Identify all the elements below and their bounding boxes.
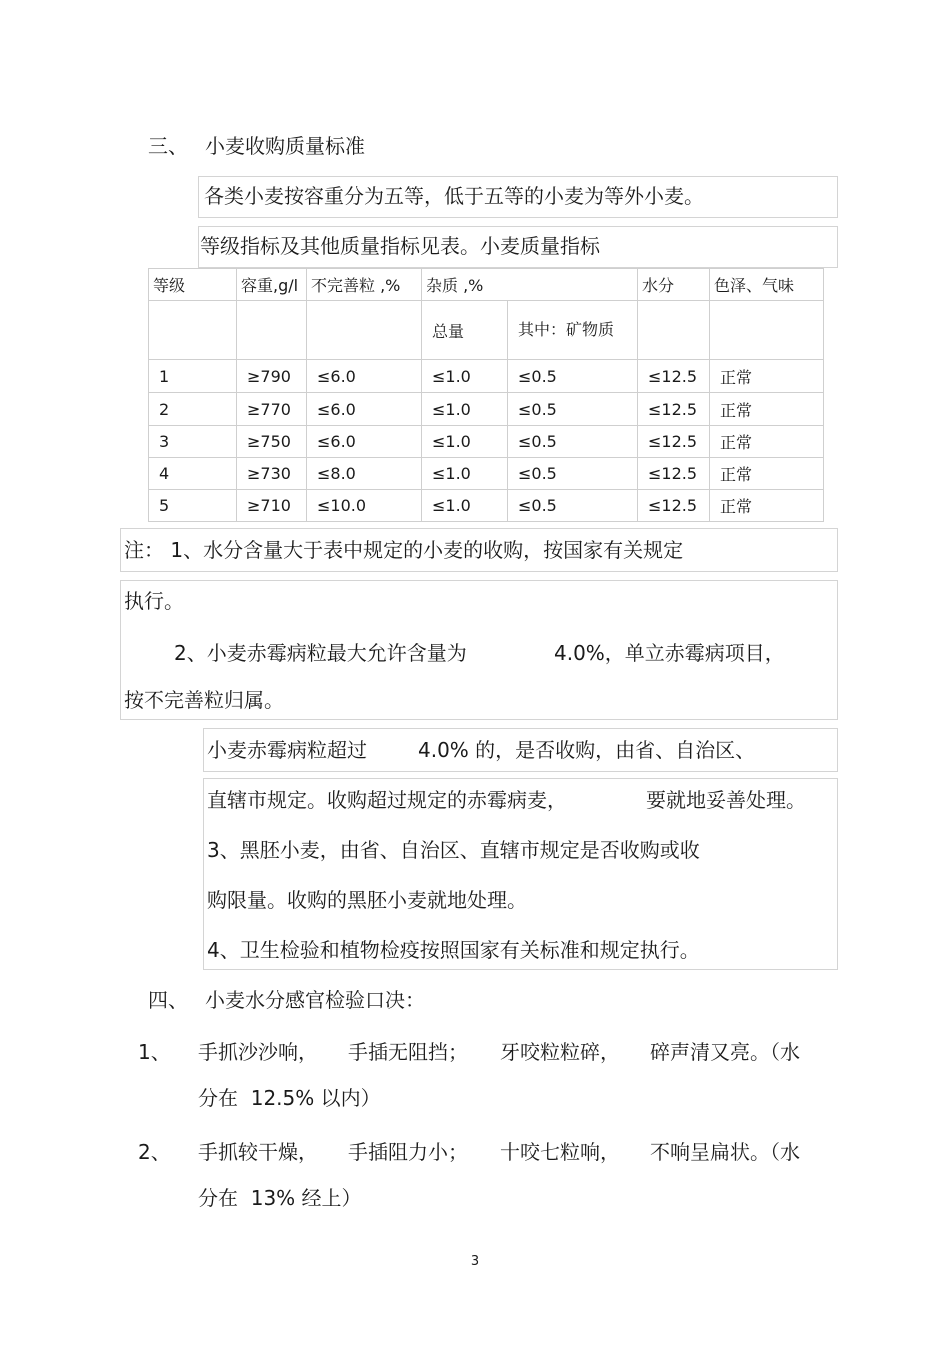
note2-line3a: 小麦赤霉病粒超过 — [207, 738, 367, 762]
rhyme-part: 不响呈扁状。（水 — [650, 1140, 800, 1164]
cell-density: ≥770 — [237, 393, 307, 426]
cell-color: 正常 — [710, 360, 824, 393]
table-subheader-row — [149, 301, 824, 360]
note2-value: 4.0%，单立赤霉病项目， — [554, 641, 785, 665]
note2-line2: 按不完善粒归属。 — [124, 688, 284, 712]
table-row — [149, 393, 824, 426]
cell-mineral: ≤0.5 — [508, 458, 638, 490]
cell-density: ≥710 — [237, 490, 307, 522]
header-grade: 等级 — [149, 269, 237, 301]
cell-mineral: ≤0.5 — [508, 490, 638, 522]
cell-density: ≥730 — [237, 458, 307, 490]
cell-total: ≤1.0 — [422, 458, 508, 490]
header-impurity-mineral-text: 其中：矿物质 — [518, 320, 615, 339]
cell-imperfect: ≤8.0 — [307, 458, 422, 490]
cell-density: ≥750 — [237, 426, 307, 458]
cell-moisture: ≤12.5 — [638, 426, 710, 458]
note1-line1: 注： 1、水分含量大于表中规定的小麦的收购，按国家有关规定 — [124, 538, 684, 562]
cell-moisture: ≤12.5 — [638, 458, 710, 490]
cell-total: ≤1.0 — [422, 490, 508, 522]
cell-density: ≥790 — [237, 360, 307, 393]
header-impurity: 杂质 ,% — [422, 269, 638, 301]
rhyme-part: 十咬七粒响， — [500, 1140, 620, 1164]
section4-number: 四、 — [148, 988, 188, 1012]
rhyme-part: 手抓较干燥， — [198, 1140, 318, 1164]
note3-line1: 3、黑胚小麦，由省、自治区、直辖市规定是否收购或收 — [207, 838, 700, 862]
cell-total: ≤1.0 — [422, 360, 508, 393]
note2-line4b: 要就地妥善处理。 — [646, 788, 806, 812]
table-row — [149, 360, 824, 393]
cell-total: ≤1.0 — [422, 393, 508, 426]
cell-color: 正常 — [710, 490, 824, 522]
section4-title: 小麦水分感官检验口决： — [205, 988, 425, 1012]
rhyme-part: 手抓沙沙响， — [198, 1040, 318, 1064]
cell-imperfect: ≤6.0 — [307, 360, 422, 393]
rhyme-part: 碎声清又亮。（水 — [650, 1040, 800, 1064]
rhyme-continuation: 分在 13% 经上） — [198, 1186, 362, 1210]
rhyme-item-number: 1、 — [138, 1040, 171, 1064]
page-number: 3 — [470, 1254, 480, 1269]
cell-grade: 4 — [149, 458, 237, 490]
cell-mineral: ≤0.5 — [508, 393, 638, 426]
section3-number: 三、 — [148, 134, 188, 158]
note1-line2: 执行。 — [124, 589, 184, 613]
header-moisture: 水分 — [638, 269, 710, 301]
cell-grade: 1 — [149, 360, 237, 393]
rhyme-continuation: 分在 12.5% 以内） — [198, 1086, 381, 1110]
rhyme-item-number: 2、 — [138, 1140, 171, 1164]
cell-grade: 3 — [149, 426, 237, 458]
rhyme-part: 手插阻力小； — [348, 1140, 468, 1164]
table-row — [149, 426, 824, 458]
table-header-row — [149, 269, 824, 301]
rhyme-part: 牙咬粒粒碎， — [500, 1040, 620, 1064]
cell-moisture: ≤12.5 — [638, 490, 710, 522]
cell-imperfect: ≤6.0 — [307, 426, 422, 458]
note2-line1: 2、小麦赤霉病粒最大允许含量为 — [174, 641, 467, 665]
note3-line2: 购限量。收购的黑胚小麦就地处理。 — [207, 888, 527, 912]
header-color: 色泽、气味 — [710, 269, 824, 301]
cell-grade: 2 — [149, 393, 237, 426]
header-density: 容重,g/l — [237, 269, 307, 301]
header-imperfect: 不完善粒 ,% — [307, 269, 422, 301]
cell-imperfect: ≤10.0 — [307, 490, 422, 522]
cell-color: 正常 — [710, 458, 824, 490]
header-impurity-total: 总量 — [422, 301, 508, 360]
table-row — [149, 458, 824, 490]
cell-moisture: ≤12.5 — [638, 393, 710, 426]
cell-color: 正常 — [710, 426, 824, 458]
quality-table — [148, 268, 824, 522]
section3-line2: 等级指标及其他质量指标见表。小麦质量指标 — [200, 234, 600, 258]
section3-title: 小麦收购质量标准 — [205, 134, 365, 158]
section3-line1: 各类小麦按容重分为五等，低于五等的小麦为等外小麦。 — [204, 184, 704, 208]
note4-line: 4、卫生检验和植物检疫按照国家有关标准和规定执行。 — [207, 938, 700, 962]
cell-grade: 5 — [149, 490, 237, 522]
header-impurity-mineral — [508, 301, 638, 360]
cell-imperfect: ≤6.0 — [307, 393, 422, 426]
note2-line4a: 直辖市规定。收购超过规定的赤霉病麦， — [207, 788, 567, 812]
rhyme-part: 手插无阻挡； — [348, 1040, 468, 1064]
cell-mineral: ≤0.5 — [508, 360, 638, 393]
cell-mineral: ≤0.5 — [508, 426, 638, 458]
table-row — [149, 490, 824, 522]
note2-line3b: 4.0% 的，是否收购，由省、自治区、 — [418, 738, 756, 762]
cell-moisture: ≤12.5 — [638, 360, 710, 393]
cell-total: ≤1.0 — [422, 426, 508, 458]
cell-color: 正常 — [710, 393, 824, 426]
